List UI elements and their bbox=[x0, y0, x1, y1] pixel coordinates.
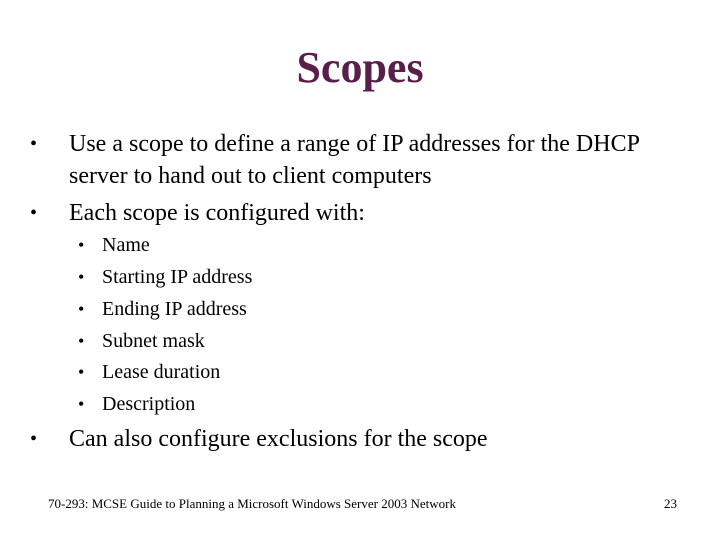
sub-bullet-item bbox=[78, 327, 578, 355]
sub-bullet-icon: • bbox=[78, 235, 85, 255]
bullet-item bbox=[30, 423, 690, 455]
sub-bullet-icon: • bbox=[78, 299, 85, 319]
sub-bullet-icon: • bbox=[78, 362, 85, 382]
sub-bullet-text: Ending IP address bbox=[102, 298, 247, 320]
footer-course-title: 70-293: MCSE Guide to Planning a Microsoft Windows Server 2003 Network bbox=[48, 496, 456, 511]
slide-title: Scopes bbox=[296, 43, 424, 92]
sub-bullet-item bbox=[78, 358, 578, 386]
bullet-icon: • bbox=[30, 428, 38, 450]
sub-bullet-text: Description bbox=[102, 393, 196, 415]
sub-bullet-text: Name bbox=[102, 234, 150, 256]
bullet-item bbox=[30, 128, 690, 192]
bullet-text: Use a scope to define a range of IP addresses for the DHCP server to hand out to client computers bbox=[69, 131, 640, 189]
page-number: 23 bbox=[664, 496, 677, 511]
sub-bullet-icon: • bbox=[78, 331, 85, 351]
sub-bullet-text: Lease duration bbox=[102, 361, 221, 383]
bullet-text: Each scope is configured with: bbox=[69, 200, 365, 226]
bullet-text: Can also configure exclusions for the scope bbox=[69, 426, 488, 452]
sub-bullet-item bbox=[78, 231, 578, 259]
sub-bullet-item bbox=[78, 263, 578, 291]
sub-bullet-icon: • bbox=[78, 394, 85, 414]
sub-bullet-item bbox=[78, 390, 578, 418]
sub-bullet-text: Starting IP address bbox=[102, 266, 253, 288]
sub-bullet-item bbox=[78, 295, 578, 323]
bullet-icon: • bbox=[30, 202, 38, 224]
sub-bullet-text: Subnet mask bbox=[102, 330, 205, 352]
bullet-icon: • bbox=[30, 133, 38, 155]
sub-bullet-icon: • bbox=[78, 267, 85, 287]
bullet-item bbox=[30, 197, 690, 229]
